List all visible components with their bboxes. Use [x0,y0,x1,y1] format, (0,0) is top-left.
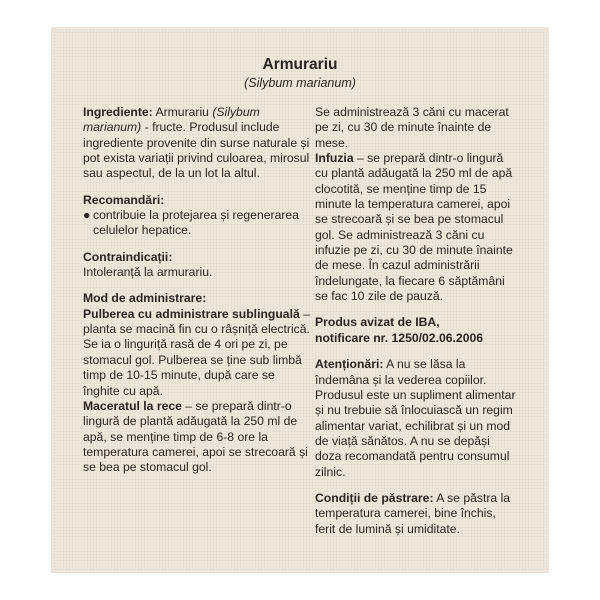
bullet-icon: ● [83,208,91,223]
page-title: Armurariu [262,56,338,73]
macerat-text-2: Se administrează 3 căni cu macerat pe zi, cu 30 de minute înainte de mese. [315,105,509,150]
left-column [83,105,310,476]
ingrediente-text-2: - fructe. Produsul include ingrediente provenite din surse naturale și pot exista variații privind culoarea, mirosul sau aspectul, de la un lot la altul. [83,120,310,181]
macerat-heading: Maceratul la rece [83,398,182,413]
infuzia-text: – se prepară dintr-o lingură cu plantă adăugată la 250 ml de apă clocotită, se menține timp de 15 minute la temperatura camerei, apoi se strecoară și se bea pe stomacul gol. Se administrează 3 căni cu infuzie pe zi, cu 30 de minute înainte de mese. În cazul administrării îndelungate, la fiecare 6 săptămâni se fac 10 zile de pauză. [315,151,513,304]
atentionari-text: A nu se lăsa la îndemâna și la vederea copiilor. Produsul este un supliment alimentar și nu trebuie să înlocuiască un regim alimentar variat, echilibrat și un mod de viață sănătos. A nu se depăși doza recomandată pentru consumul zilnic. [315,357,516,479]
product-label [51,27,549,573]
ingrediente-heading: Ingrediente: [83,105,153,119]
contraindicatii-heading-text: Contraindicații: [83,249,173,264]
mod-heading [83,291,310,306]
pastrare-section [315,491,518,537]
atentionari-heading: Atenționări: [315,357,384,372]
pastrare-heading: Condiții de păstrare: [315,490,434,505]
recomandari-item-text: contribuie la protejarea și regenerarea celulelor hepatice. [93,208,299,238]
recomandari-item [83,208,310,239]
recomandari-heading-text: Recomandări: [83,192,165,207]
aviz-line-1-text: Produs avizat de IBA, [315,315,440,330]
page-subtitle: (Silybum marianum) [244,76,356,90]
aviz-line-1 [315,315,518,330]
aviz-line-2-text: notificare nr. 1250/02.06.2006 [315,330,484,345]
right-column [315,105,518,537]
infuzia-section [315,151,518,304]
macerat-text: – se prepară dintr-o lingură de plantă adăugată la 250 ml de apă, se menține timp de 6-8 ore la temperatura camerei, apoi se strecoară și se bea pe stomacul gol. [83,398,308,475]
mod-heading-text: Mod de administrare: [83,291,207,306]
ingrediente-latin: (Silybum marianum) [83,105,260,135]
ingrediente-text-1: Armurariu [152,105,213,119]
infuzia-heading: Infuzia [315,151,354,166]
pulbere-text: – planta se macină fin cu o râșniță electrică. Se ia o linguriță rasă de 4 ori pe zi, pe stomacul gol. Pulberea se ține sub limbă timp de 10-15 minute, după care se înghite cu apă. [83,306,310,398]
contraindicatii-text: Intoleranță la armurariu. [83,265,213,280]
atentionari-section [315,357,518,480]
aviz-line-2 [315,331,518,346]
contraindicatii-heading [83,250,310,265]
ingrediente-section [83,105,310,182]
pulbere-section [83,307,310,399]
recomandari-heading [83,193,310,208]
pastrare-text: A se păstra la temperatura camerei, bine închis, ferit de lumină și umiditate. [315,490,511,536]
pulbere-heading: Pulberea cu administrare sublinguală [83,306,300,321]
macerat-section [83,399,310,476]
